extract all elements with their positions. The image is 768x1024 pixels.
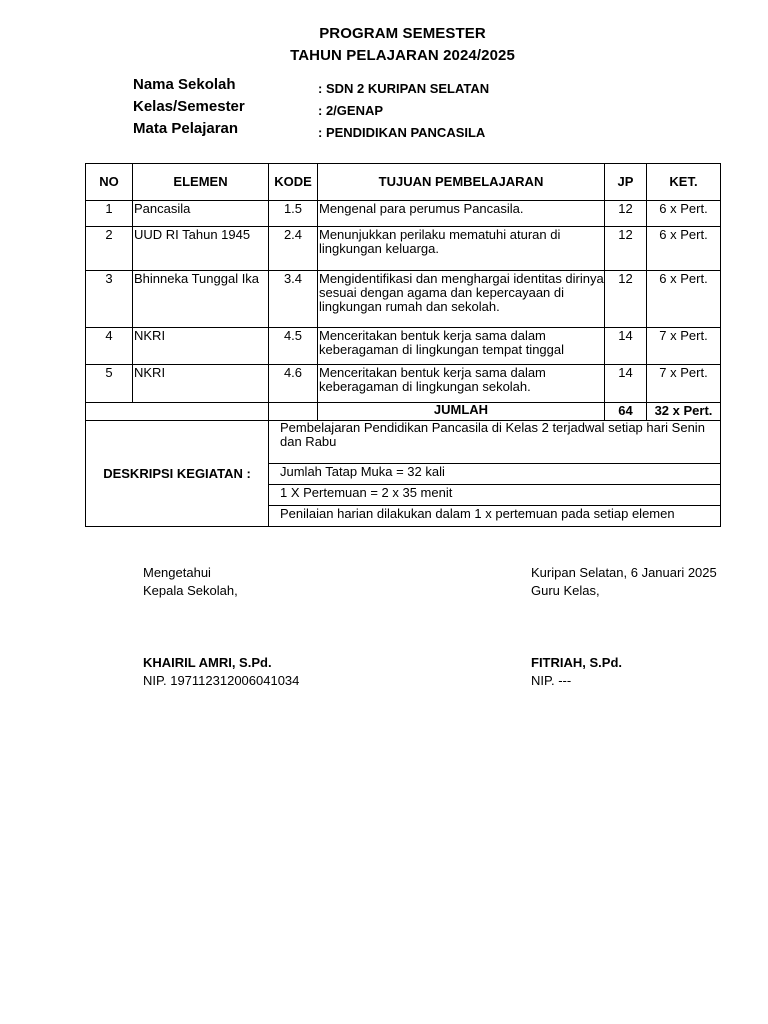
signature-left — [143, 565, 299, 689]
signature-left-line2: Kepala Sekolah, — [143, 583, 238, 598]
row-no: 4 — [86, 328, 133, 365]
header-tujuan: TUJUAN PEMBELAJARAN — [318, 164, 605, 201]
signature-right-line1: Kuripan Selatan, 6 Januari 2025 — [531, 565, 717, 580]
row-elemen: NKRI — [133, 365, 269, 403]
row-tujuan: Menunjukkan perilaku mematuhi aturan di lingkungan keluarga. — [318, 227, 605, 271]
academic-year-title: TAHUN PELAJARAN 2024/2025 — [290, 47, 515, 64]
semester-program-table — [85, 163, 721, 527]
total-jp: 64 — [605, 403, 647, 421]
header-elemen: ELEMEN — [133, 164, 269, 201]
header-no: NO — [86, 164, 133, 201]
subject-label: Mata Pelajaran — [133, 120, 239, 137]
description-item: Penilaian harian dilakukan dalam 1 x pertemuan pada setiap elemen — [269, 506, 721, 527]
headmaster-nip: NIP. 197112312006041034 — [143, 673, 300, 688]
row-ket: 7 x Pert. — [647, 328, 721, 365]
row-no: 5 — [86, 365, 133, 403]
row-kode: 1.5 — [269, 201, 318, 227]
row-kode: 2.4 — [269, 227, 318, 271]
row-ket: 7 x Pert. — [647, 365, 721, 403]
row-kode: 3.4 — [269, 271, 318, 328]
total-row — [86, 403, 721, 421]
row-tujuan: Menceritakan bentuk kerja sama dalam keberagaman di lingkungan tempat tinggal — [318, 328, 605, 365]
description-row — [86, 421, 721, 464]
header-jp: JP — [605, 164, 647, 201]
row-jp: 12 — [605, 201, 647, 227]
row-elemen: NKRI — [133, 328, 269, 365]
row-no: 3 — [86, 271, 133, 328]
row-elemen: UUD RI Tahun 1945 — [133, 227, 269, 271]
school-name-value: : SDN 2 KURIPAN SELATAN — [318, 81, 490, 96]
row-tujuan: Mengenal para perumus Pancasila. — [318, 201, 605, 227]
subject-value: : PENDIDIKAN PANCASILA — [318, 125, 486, 140]
school-name-label: Nama Sekolah — [133, 76, 236, 93]
total-empty-cell — [86, 403, 269, 421]
row-ket: 6 x Pert. — [647, 227, 721, 271]
table-row — [86, 271, 721, 328]
row-jp: 14 — [605, 328, 647, 365]
class-semester-label: Kelas/Semester — [133, 98, 245, 115]
header-ket: KET. — [647, 164, 721, 201]
document-title: PROGRAM SEMESTER — [319, 25, 486, 42]
class-semester-value: : 2/GENAP — [318, 103, 384, 118]
row-no: 1 — [86, 201, 133, 227]
table-header-row — [86, 164, 721, 201]
total-label: JUMLAH — [318, 403, 605, 421]
header-kode: KODE — [269, 164, 318, 201]
row-no: 2 — [86, 227, 133, 271]
row-elemen: Pancasila — [133, 201, 269, 227]
table-row — [86, 365, 721, 403]
signature-right — [531, 565, 717, 689]
description-item: Jumlah Tatap Muka = 32 kali — [269, 464, 721, 485]
table-row — [86, 201, 721, 227]
row-tujuan: Mengidentifikasi dan menghargai identitas dirinya sesuai dengan agama dan kepercayaan di lingkungan rumah dan sekolah. — [318, 271, 605, 328]
row-ket: 6 x Pert. — [647, 201, 721, 227]
row-kode: 4.5 — [269, 328, 318, 365]
row-tujuan: Menceritakan bentuk kerja sama dalam keberagaman di lingkungan sekolah. — [318, 365, 605, 403]
description-item: 1 X Pertemuan = 2 x 35 menit — [269, 485, 721, 506]
description-item: Pembelajaran Pendidikan Pancasila di Kelas 2 terjadwal setiap hari Senin dan Rabu — [269, 421, 721, 464]
total-ket: 32 x Pert. — [647, 403, 721, 421]
total-empty-kode — [269, 403, 318, 421]
table-row — [86, 328, 721, 365]
row-jp: 12 — [605, 227, 647, 271]
row-jp: 12 — [605, 271, 647, 328]
description-label: DESKRIPSI KEGIATAN : — [86, 421, 269, 527]
headmaster-name: KHAIRIL AMRI, S.Pd. — [143, 655, 272, 670]
signature-left-line1: Mengetahui — [143, 565, 211, 580]
teacher-nip: NIP. --- — [531, 673, 572, 688]
row-elemen: Bhinneka Tunggal Ika — [133, 271, 269, 328]
row-ket: 6 x Pert. — [647, 271, 721, 328]
teacher-name: FITRIAH, S.Pd. — [531, 655, 622, 670]
table-row — [86, 227, 721, 271]
row-jp: 14 — [605, 365, 647, 403]
row-kode: 4.6 — [269, 365, 318, 403]
signature-right-line2: Guru Kelas, — [531, 583, 600, 598]
